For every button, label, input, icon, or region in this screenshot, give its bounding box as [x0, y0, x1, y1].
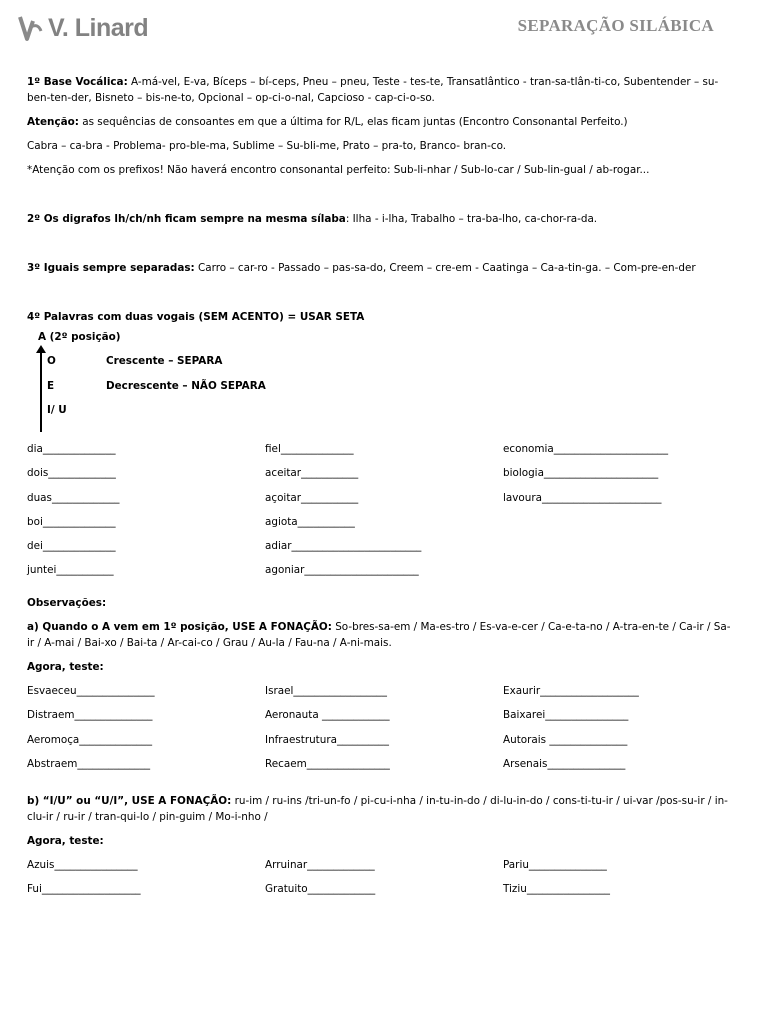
exercise-item[interactable]: adiar_________________________ [265, 540, 422, 552]
exercise-item[interactable]: Azuis________________ [27, 859, 138, 871]
exercise-item[interactable]: Arsenais_______________ [503, 758, 626, 770]
logo [18, 13, 148, 43]
exercise-item[interactable]: Esvaeceu_______________ [27, 685, 155, 697]
v-linard-logo-icon [18, 13, 44, 43]
observation-a-label: a) Quando o A vem em 1º posição, USE A FONAÇÃO: [27, 621, 332, 633]
decrescente-label: Decrescente – NÃO SEPARA [106, 380, 266, 392]
document-body [27, 74, 735, 905]
rule-2 [27, 211, 735, 227]
observation-b-label: b) “I/U” ou “U/I”, USE A FONAÇÃO: [27, 795, 232, 807]
exercise-item[interactable]: economia______________________ [503, 443, 669, 455]
attention-note [27, 114, 735, 130]
vowel-iu: I/ U [47, 404, 67, 416]
rule-1-label: 1º Base Vocálica: [27, 76, 128, 88]
attention-label: Atenção: [27, 116, 79, 128]
arrow-shaft [40, 350, 42, 432]
observation-b-text: ru-im / ru-ins /tri-un-fo / pi-cu-i-nha / in-tu-in-do / di-lu-in-do / cons-ti-tu-ir / ui-var /pos-su-ir / in-clu-ir / ru-ir / tran-qui-lo / pin-guim / Mo-i-nho / [27, 795, 728, 823]
observation-a-text: So-bres-sa-em / Ma-es-tro / Es-va-e-cer / Ca-e-ta-no / A-tra-en-te / Ca-ir / Sa-ir / A-mai / Bai-xo / Bai-ta / Ar-cai-co / Grau / Au-la / Fau-na / A-ni-mais. [27, 621, 731, 649]
exercise-item[interactable]: fiel______________ [265, 443, 354, 455]
rule-1-text: A-má-vel, E-va, Bíceps – bí-ceps, Pneu – pneu, Teste - tes-te, Transatlântico - tran-sa-tlân-ti-co, Subentender – su-ben-ten-der, Bisneto – bis-ne-to, Opcional – op-ci-o-nal, Capcioso - cap-ci-o-so. [27, 76, 719, 104]
exercise-item[interactable]: Tiziu________________ [503, 883, 610, 895]
vowel-o: O [47, 355, 56, 367]
rule-4 [27, 309, 735, 325]
exercise-item[interactable]: Arruinar_____________ [265, 859, 375, 871]
a-position-label: A (2º posição) [38, 331, 121, 343]
exercise-item[interactable]: boi______________ [27, 516, 116, 528]
attention-text: as sequências de consoantes em que a última for R/L, elas ficam juntas (Encontro Consonantal Perfeito.) [78, 116, 628, 128]
exercise-item[interactable]: agiota___________ [265, 516, 355, 528]
exercise-item[interactable]: duas_____________ [27, 492, 120, 504]
observation-b [27, 793, 735, 825]
exercise-item[interactable]: biologia______________________ [503, 467, 659, 479]
exercise-item[interactable]: juntei___________ [27, 564, 114, 576]
exercise-item[interactable]: Aeromoça______________ [27, 734, 153, 746]
rule-3 [27, 260, 735, 276]
rule-2-text: : Ilha - i-lha, Trabalho – tra-ba-lho, ca-chor-ra-da. [345, 213, 598, 225]
exercise-item[interactable]: Pariu_______________ [503, 859, 607, 871]
rule-3-text: Carro – car-ro - Passado – pas-sa-do, Creem – cre-em - Caatinga – Ca-a-tin-ga. – Com-pre-en-der [194, 262, 696, 274]
agora-teste-2: Agora, teste: [27, 835, 104, 847]
exercise-item[interactable]: Recaem________________ [265, 758, 390, 770]
exercise-item[interactable]: Fui___________________ [27, 883, 141, 895]
exercise-item[interactable]: dei______________ [27, 540, 116, 552]
exercise-item[interactable]: Baixarei________________ [503, 709, 629, 721]
exercise-item[interactable]: açoitar___________ [265, 492, 359, 504]
rule-1 [27, 74, 735, 106]
exercise-item[interactable]: agoniar______________________ [265, 564, 419, 576]
exercise-item[interactable]: Israel__________________ [265, 685, 387, 697]
exercise-1 [27, 441, 735, 585]
exercise-3 [27, 857, 735, 905]
exercise-item[interactable]: dia______________ [27, 443, 116, 455]
examples-line: Cabra – ca-bra - Problema- pro-ble-ma, Sublime – Su-bli-me, Prato – pra-to, Branco- bran-co. [27, 140, 507, 152]
observation-a [27, 619, 735, 651]
crescente-label: Crescente – SEPARA [106, 355, 223, 367]
rule-2-label: 2º Os digrafos lh/ch/nh ficam sempre na mesma sílaba [27, 213, 346, 225]
vowel-e: E [47, 380, 55, 392]
exercise-item[interactable]: Exaurir___________________ [503, 685, 639, 697]
exercise-item[interactable]: Distraem_______________ [27, 709, 153, 721]
exercise-item[interactable]: Aeronauta _____________ [265, 709, 390, 721]
exercise-item[interactable]: Gratuito_____________ [265, 883, 376, 895]
vowel-arrow-diagram [27, 329, 735, 431]
exercise-item[interactable]: dois_____________ [27, 467, 116, 479]
exercise-2 [27, 683, 735, 779]
rule-4-label: 4º Palavras com duas vogais (SEM ACENTO) = USAR SETA [27, 311, 365, 323]
prefix-note: *Atenção com os prefixos! Não haverá encontro consonantal perfeito: Sub-li-nhar / Sub-lo-car / Sub-lin-gual / ab-rogar... [27, 164, 650, 176]
document-title: SEPARAÇÃO SILÁBICA [517, 16, 714, 35]
rule-3-label: 3º Iguais sempre separadas: [27, 262, 195, 274]
brand-name: V. Linard [48, 13, 149, 42]
agora-teste-1: Agora, teste: [27, 661, 104, 673]
observacoes-heading: Observações: [27, 597, 107, 609]
exercise-item[interactable]: Autorais _______________ [503, 734, 628, 746]
exercise-item[interactable]: aceitar___________ [265, 467, 359, 479]
exercise-item[interactable]: lavoura_______________________ [503, 492, 662, 504]
exercise-item[interactable]: Infraestrutura__________ [265, 734, 389, 746]
exercise-item[interactable]: Abstraem______________ [27, 758, 151, 770]
